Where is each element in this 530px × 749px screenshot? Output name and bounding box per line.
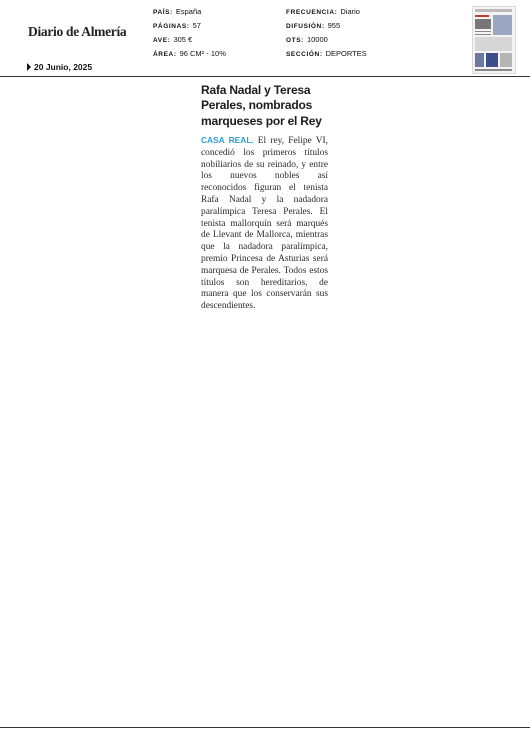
meta-value: 10000 <box>306 35 328 44</box>
meta-seccion <box>286 49 367 58</box>
article-body-text: El rey, Felipe VI, concedió los primeros títulos nobiliarios de su reinado, y entre los nuevos nobles así reconocidos figuran el tenista Rafa Nadal y la nadadora paralímpica Teresa Perales. El tenista mallorquín será marqués de Llevant de Mallorca, mientras que la nadadora paralímpica, premio Princesa de Asturias será marquesa de Perales. Todos estos títulos son hereditarios, de manera que los conservarán sus descendientes. <box>201 136 328 312</box>
meta-label: AVE: <box>153 37 171 44</box>
meta-label: FRECUENCIA: <box>286 9 338 16</box>
meta-value: 57 <box>192 21 201 30</box>
date-row <box>27 62 92 72</box>
meta-pais <box>153 7 201 16</box>
meta-area <box>153 49 226 58</box>
meta-difusion <box>286 21 340 30</box>
meta-label: PAÍS: <box>153 9 173 16</box>
meta-value: 305 € <box>173 35 193 44</box>
header-divider <box>0 76 530 77</box>
meta-value: DEPORTES <box>325 49 367 58</box>
triangle-right-icon <box>27 63 31 71</box>
meta-label: PÁGINAS: <box>153 23 190 30</box>
meta-value: Diario <box>340 7 360 16</box>
meta-paginas <box>153 21 201 30</box>
meta-label: OTS: <box>286 37 304 44</box>
publication-date: 20 Junio, 2025 <box>34 62 93 72</box>
meta-ots <box>286 35 328 44</box>
footer-divider <box>0 727 530 728</box>
article-body <box>201 135 328 313</box>
meta-label: DIFUSIÓN: <box>286 23 325 30</box>
page-thumbnail <box>472 6 516 74</box>
meta-value: España <box>175 7 202 16</box>
publication-logo: Diario de Almería <box>28 24 127 39</box>
meta-value: 955 <box>327 21 341 30</box>
meta-frecuencia <box>286 7 360 16</box>
article-kicker: CASA REAL. <box>201 135 254 145</box>
article-headline: Rafa Nadal y Teresa Perales, nombrados marqueses por el Rey <box>201 83 322 128</box>
meta-value: 96 CM² - 10% <box>179 49 226 58</box>
meta-label: ÁREA: <box>153 51 177 58</box>
meta-label: SECCIÓN: <box>286 51 323 58</box>
meta-ave <box>153 35 192 44</box>
